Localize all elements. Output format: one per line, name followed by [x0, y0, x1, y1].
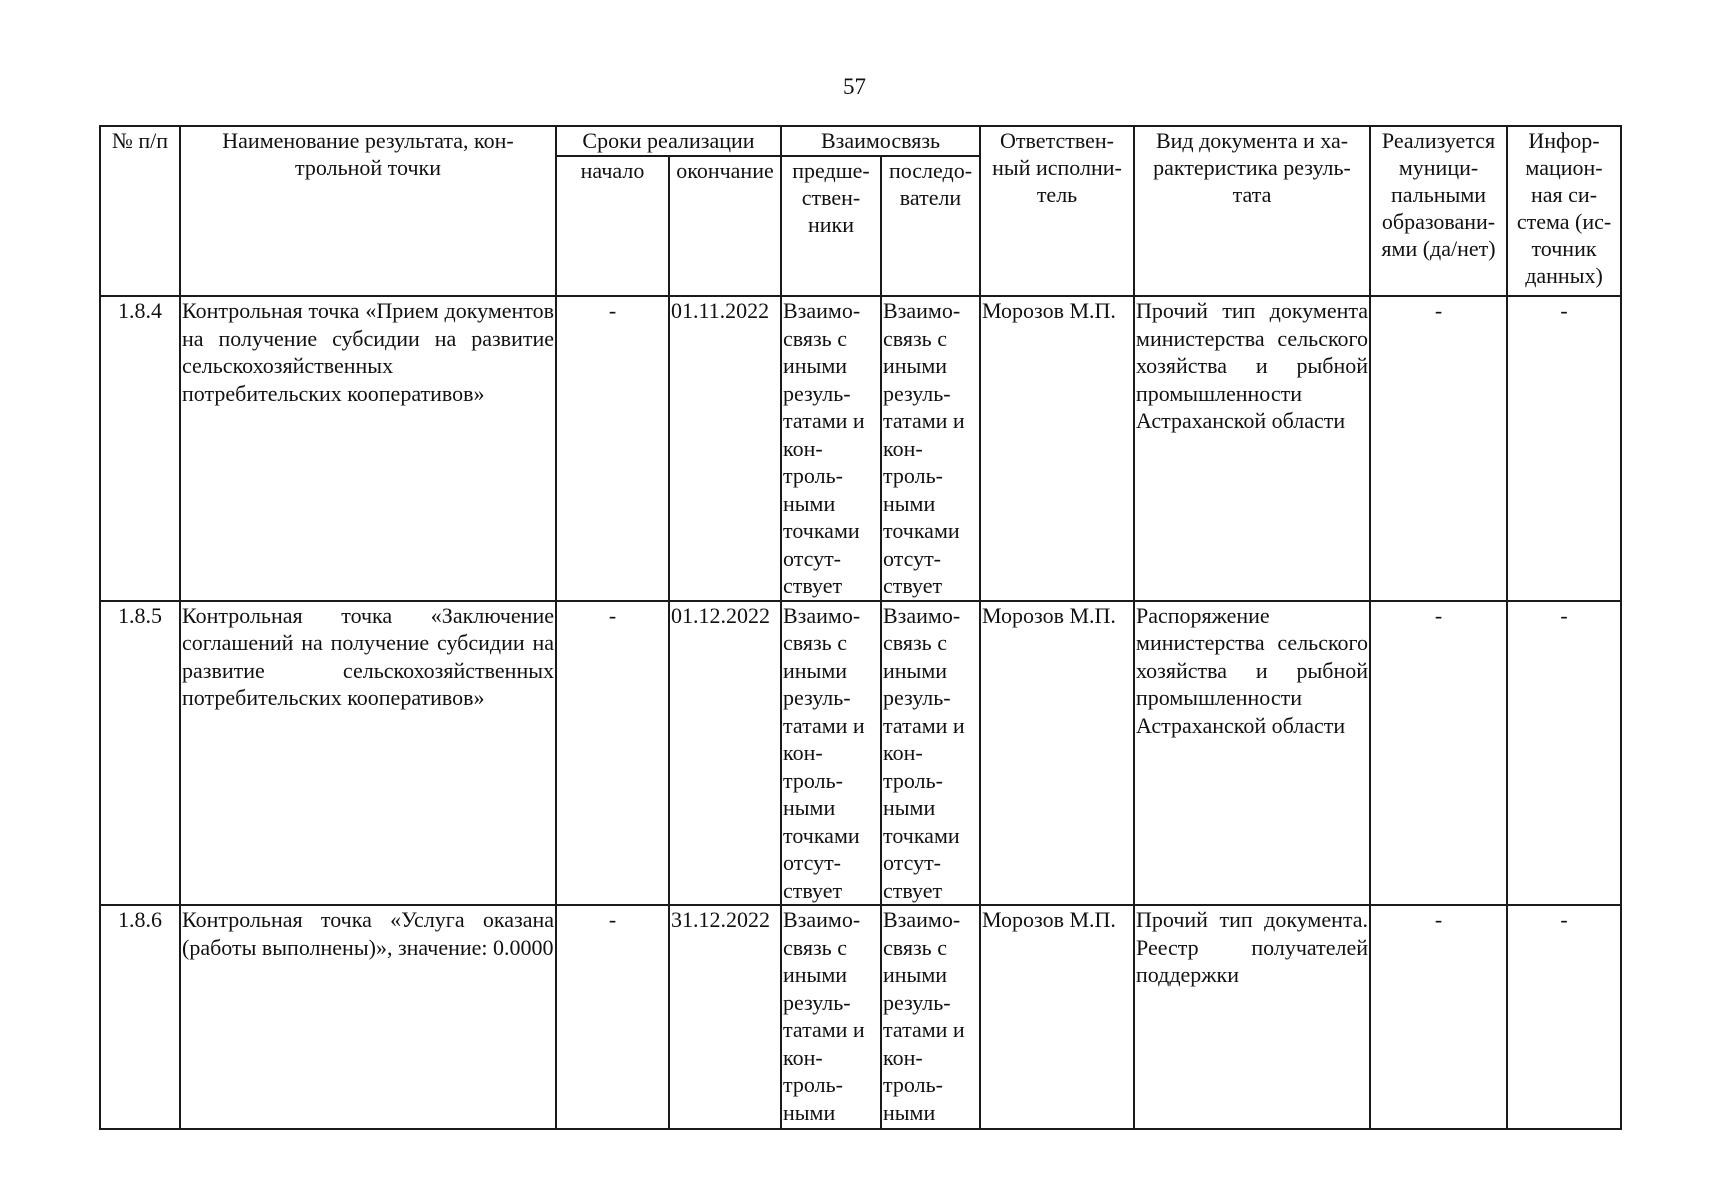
row-name: Контрольная точка «Прием документов на получение субсидии на развитие сельскохозяйственных потребительских кооперативов»	[180, 296, 556, 601]
row-info-system: -	[1507, 601, 1621, 906]
row-name: Контрольная точка «Заключение соглашений на получение субсидии на развитие сельскохозяйственных потребительских кооперативов»	[180, 601, 556, 906]
row-end: 31.12.2022	[669, 905, 781, 1129]
row-num: 1.8.5	[100, 601, 180, 906]
row-responsible: Морозов М.П.	[980, 601, 1134, 906]
row-successors: Взаимо- связь с иными резуль- татами и кон- троль- ными	[881, 905, 980, 1129]
row-num: 1.8.4	[100, 296, 180, 601]
table-row	[100, 601, 1621, 906]
row-doc-type: Прочий тип документа. Реестр получателей поддержки	[1134, 905, 1370, 1129]
row-info-system: -	[1507, 905, 1621, 1129]
header-num: № п/п	[100, 126, 180, 296]
row-doc-type: Прочий тип документа министерства сельского хозяйства и рыбной промышленности Астраханской области	[1134, 296, 1370, 601]
header-terms: Сроки реализации	[556, 126, 781, 156]
header-predecessors: предше- ствен- ники	[781, 156, 881, 296]
row-start: -	[556, 905, 669, 1129]
header-end: окончание	[669, 156, 781, 296]
row-municipal: -	[1370, 905, 1507, 1129]
header-doc-type: Вид документа и ха- рактеристика резуль- тата	[1134, 126, 1370, 296]
results-table	[99, 125, 1622, 1130]
row-start: -	[556, 296, 669, 601]
header-start: начало	[556, 156, 669, 296]
page-number: 57	[843, 74, 866, 99]
header-municipal: Реализуется муници- пальными образовани- ями (да/нет)	[1370, 126, 1507, 296]
row-predecessors: Взаимо- связь с иными резуль- татами и кон- троль- ными точками отсут- ствует	[781, 601, 881, 906]
row-successors: Взаимо- связь с иными резуль- татами и кон- троль- ными точками отсут- ствует	[881, 296, 980, 601]
row-info-system: -	[1507, 296, 1621, 601]
row-predecessors: Взаимо- связь с иными резуль- татами и кон- троль- ными	[781, 905, 881, 1129]
header-relation: Взаимосвязь	[781, 126, 980, 156]
header-successors: последо- ватели	[881, 156, 980, 296]
header-name: Наименование результата, кон- трольной точки	[180, 126, 556, 296]
row-num: 1.8.6	[100, 905, 180, 1129]
row-municipal: -	[1370, 296, 1507, 601]
row-doc-type: Распоряжение министерства сельского хозяйства и рыбной промышленности Астраханской области	[1134, 601, 1370, 906]
row-end: 01.12.2022	[669, 601, 781, 906]
row-responsible: Морозов М.П.	[980, 296, 1134, 601]
row-successors: Взаимо- связь с иными резуль- татами и кон- троль- ными точками отсут- ствует	[881, 601, 980, 906]
row-end: 01.11.2022	[669, 296, 781, 601]
table-row	[100, 296, 1621, 601]
header-responsible: Ответствен- ный исполни- тель	[980, 126, 1134, 296]
header-info-system: Инфор- мацион- ная си- стема (ис- точник данных)	[1507, 126, 1621, 296]
row-municipal: -	[1370, 601, 1507, 906]
table-row	[100, 905, 1621, 1129]
row-name: Контрольная точка «Услуга оказана (работы выполнены)», значение: 0.0000	[180, 905, 556, 1129]
row-predecessors: Взаимо- связь с иными резуль- татами и кон- троль- ными точками отсут- ствует	[781, 296, 881, 601]
row-start: -	[556, 601, 669, 906]
row-responsible: Морозов М.П.	[980, 905, 1134, 1129]
